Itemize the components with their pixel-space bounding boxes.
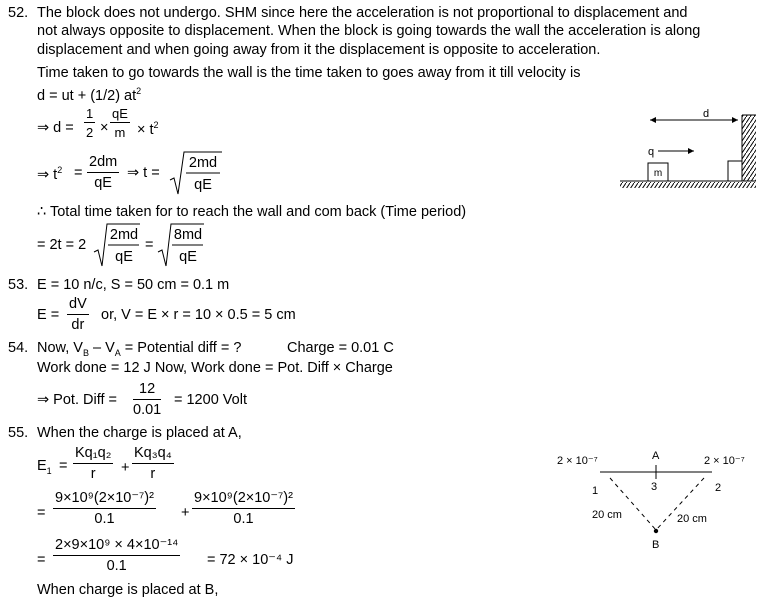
frac-den: r — [90, 465, 96, 482]
q55-e1-frac2 — [132, 446, 174, 481]
text: E — [37, 458, 47, 474]
q52-eq3-radical — [168, 150, 223, 196]
q52-line2: not always opposite to displacement. When the block is going towards the wall the acceleration is along — [37, 23, 701, 39]
q55-e1-plus: + — [121, 460, 130, 476]
left-length: 20 cm — [592, 509, 622, 521]
q-arrow-head — [688, 148, 694, 154]
q55-e1-eq: = — [59, 458, 68, 474]
radical-num: 8md — [173, 227, 203, 243]
q55-e2-frac1 — [53, 491, 156, 526]
eq1-text: d = ut + (1/2) at — [37, 87, 137, 104]
text: – V — [88, 340, 115, 356]
label-2: 2 — [715, 482, 722, 494]
frac-num: 2×9×10⁹ × 4×10⁻¹⁴ — [53, 538, 180, 556]
q52-eq4-radical2 — [157, 222, 205, 268]
q55-e1-lhs — [37, 459, 52, 476]
frac-num: 2dm — [87, 155, 119, 173]
q52-line1: The block does not undergo. SHM since here the acceleration is not proportional to displacement and — [37, 5, 688, 21]
right-charge-label: 2 × 10⁻⁷ — [704, 455, 745, 467]
frac-den: m — [114, 125, 126, 140]
q53-frac — [67, 297, 89, 332]
m-label: m — [653, 168, 663, 179]
sub: A — [114, 347, 121, 358]
frac-num: Kq₃q₄ — [132, 446, 174, 464]
q55-e2-eq: = — [37, 505, 46, 521]
q52-eq4-lhs: = 2t = 2 — [37, 237, 87, 253]
fig2-triangle — [552, 448, 757, 553]
q52-line4: Time taken to go towards the wall is the time taken to goes away from it till velocity is — [37, 65, 581, 81]
eq1-sup: 2 — [136, 86, 142, 96]
right-length: 20 cm — [677, 513, 707, 525]
q53-eq-tail: or, V = E × r = 10 × 0.5 = 5 cm — [101, 307, 296, 323]
q52-line3: displacement and when going away from it the displacement is opposite to acceleration. — [37, 42, 601, 58]
q55-e2-frac2 — [192, 491, 295, 526]
label-1: 1 — [592, 485, 599, 497]
frac-den: qE — [94, 174, 112, 191]
frac-num: Kq₁q₂ — [73, 446, 113, 464]
label-A: A — [652, 450, 660, 462]
frac-den: 0.01 — [133, 401, 162, 418]
q52-total-line: ∴ Total time taken for to reach the wall and com back (Time period) — [37, 204, 467, 220]
d-arrow-right-head — [732, 117, 738, 123]
q54-line2: Work done = 12 J Now, Work done = Pot. Diff × Charge — [37, 360, 393, 376]
q55-line1: When the charge is placed at A, — [37, 425, 242, 441]
radical-den: qE — [179, 249, 197, 265]
radical-den: qE — [194, 177, 212, 193]
q52-number: 52. — [8, 5, 29, 21]
q54-number: 54. — [8, 340, 29, 356]
frac-den: 0.1 — [94, 510, 115, 527]
point-B — [654, 529, 658, 533]
sub: 1 — [46, 465, 52, 476]
frac-den: r — [150, 465, 156, 482]
left-side — [610, 478, 656, 530]
q53-eq-lhs: E = — [37, 307, 60, 323]
q52-eq3-lhs — [37, 166, 62, 182]
q52-eq2-frac1 — [84, 107, 95, 139]
frac-num: 1 — [86, 106, 94, 121]
frac-num: 12 — [133, 382, 161, 400]
q52-eq2-tail — [137, 121, 159, 137]
ground-hatch — [620, 182, 756, 188]
eq3-lhs-text: ⇒ t — [37, 166, 58, 183]
q54-charge: Charge = 0.01 C — [287, 340, 394, 356]
eq2-tail-text: × t — [137, 121, 154, 138]
sub: B — [82, 347, 89, 358]
radical-num: 2md — [188, 155, 218, 171]
q52-eq4-radical1 — [93, 222, 141, 268]
q54-eq-tail: = 1200 Volt — [174, 392, 247, 408]
d-arrow-left-head — [650, 117, 656, 123]
q52-eq3-mid: ⇒ t = — [127, 165, 160, 181]
frac-num: dV — [67, 297, 89, 315]
text: = Potential diff = ? — [120, 340, 242, 356]
q55-e3-frac — [53, 538, 180, 573]
q52-eq3-eq: = — [74, 165, 83, 181]
q52-eq2-times: × — [100, 120, 109, 136]
label-3: 3 — [651, 481, 658, 493]
q55-e1-frac1 — [73, 446, 113, 481]
eq2-tail-sup: 2 — [153, 120, 159, 130]
q52-eq1 — [37, 87, 141, 103]
frac-den: 0.1 — [233, 510, 254, 527]
fig1-block-wall — [618, 105, 758, 190]
frac-num: qE — [112, 106, 128, 121]
q-label: q — [648, 146, 655, 158]
q53-line1: E = 10 n/c, S = 50 cm = 0.1 m — [37, 277, 230, 293]
q52-eq2-lhs: ⇒ d = — [37, 120, 74, 136]
frac-den: 2 — [86, 125, 94, 140]
q52-eq4-eq: = — [145, 237, 154, 253]
frac-den: 0.1 — [106, 557, 127, 574]
text: Now, V — [37, 340, 83, 356]
q54-line1 — [37, 341, 241, 358]
left-charge-label: 2 × 10⁻⁷ — [557, 455, 598, 467]
radical-num: 2md — [109, 227, 139, 243]
q55-last-line: When charge is placed at B, — [37, 582, 219, 598]
q52-eq3-frac — [87, 155, 119, 190]
q55-e2-plus: + — [181, 505, 190, 521]
q55-number: 55. — [8, 425, 29, 441]
q55-e3-eq: = — [37, 552, 46, 568]
q54-eq-lhs: ⇒ Pot. Diff = — [37, 392, 117, 408]
eq3-lhs-sup: 2 — [57, 165, 63, 175]
wall-hatch — [742, 115, 756, 181]
q52-eq2-frac2 — [110, 107, 130, 139]
frac-num: 9×10⁹(2×10⁻⁷)² — [192, 491, 295, 509]
frac-den: dr — [71, 316, 85, 333]
q54-frac — [133, 382, 161, 417]
q53-number: 53. — [8, 277, 29, 293]
radical-den: qE — [115, 249, 133, 265]
label-B: B — [652, 539, 660, 551]
d-label: d — [703, 108, 710, 120]
q55-e3-tail: = 72 × 10⁻⁴ J — [207, 552, 294, 568]
frac-num: 9×10⁹(2×10⁻⁷)² — [53, 491, 156, 509]
wall-step — [728, 161, 742, 181]
